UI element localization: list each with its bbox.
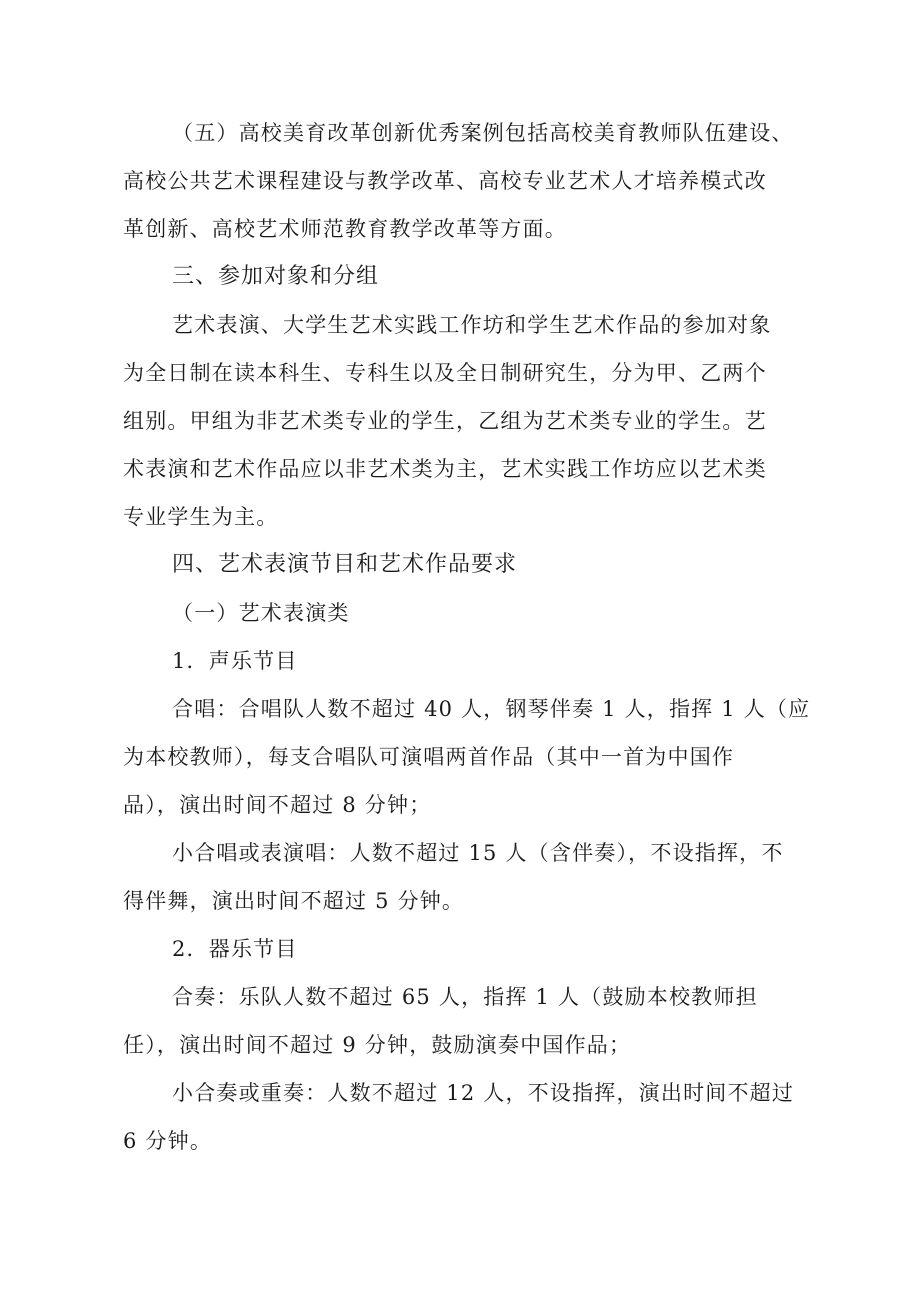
chorus-line-2: 为本校教师），每支合唱队可演唱两首作品（其中一首为中国作 [123, 745, 735, 769]
section5-line-1: （五）高校美育改革创新优秀案例包括高校美育教师队伍建设、 [172, 121, 794, 145]
small-chorus-line-2: 得伴舞，演出时间不超过 5 分钟。 [123, 889, 465, 913]
chorus-line-1: 合唱：合唱队人数不超过 40 人，钢琴伴奏 1 人，指挥 1 人（应 [172, 697, 811, 721]
small-ensemble-line-2: 6 分钟。 [123, 1129, 213, 1153]
subheading-performance: （一）艺术表演类 [172, 601, 350, 625]
small-ensemble-line-1: 小合奏或重奏：人数不超过 12 人，不设指挥，演出时间不超过 [172, 1081, 795, 1105]
item-vocal: 1．声乐节目 [172, 649, 298, 673]
participants-line-4: 术表演和艺术作品应以非艺术类为主，艺术实践工作坊应以艺术类 [123, 457, 767, 481]
participants-line-3: 组别。甲组为非艺术类专业的学生，乙组为艺术类专业的学生。艺 [123, 409, 767, 433]
item-instrumental: 2．器乐节目 [172, 937, 298, 961]
ensemble-line-1: 合奏：乐队人数不超过 65 人，指挥 1 人（鼓励本校教师担 [172, 985, 758, 1009]
small-chorus-line-1: 小合唱或表演唱：人数不超过 15 人（含伴奏），不设指挥，不 [172, 841, 784, 865]
heading-participants: 三、参加对象和分组 [172, 264, 380, 289]
chorus-line-3: 品），演出时间不超过 8 分钟； [123, 793, 432, 817]
heading-requirements: 四、艺术表演节目和艺术作品要求 [172, 552, 518, 577]
participants-line-5: 专业学生为主。 [123, 505, 279, 529]
participants-line-1: 艺术表演、大学生艺术实践工作坊和学生艺术作品的参加对象 [172, 313, 772, 337]
participants-line-2: 为全日制在读本科生、专科生以及全日制研究生，分为甲、乙两个 [123, 361, 767, 385]
ensemble-line-2: 任），演出时间不超过 9 分钟，鼓励演奏中国作品； [123, 1033, 632, 1057]
section5-line-3: 革创新、高校艺术师范教育教学改革等方面。 [123, 217, 567, 241]
section5-line-2: 高校公共艺术课程建设与教学改革、高校专业艺术人才培养模式改 [123, 169, 767, 193]
